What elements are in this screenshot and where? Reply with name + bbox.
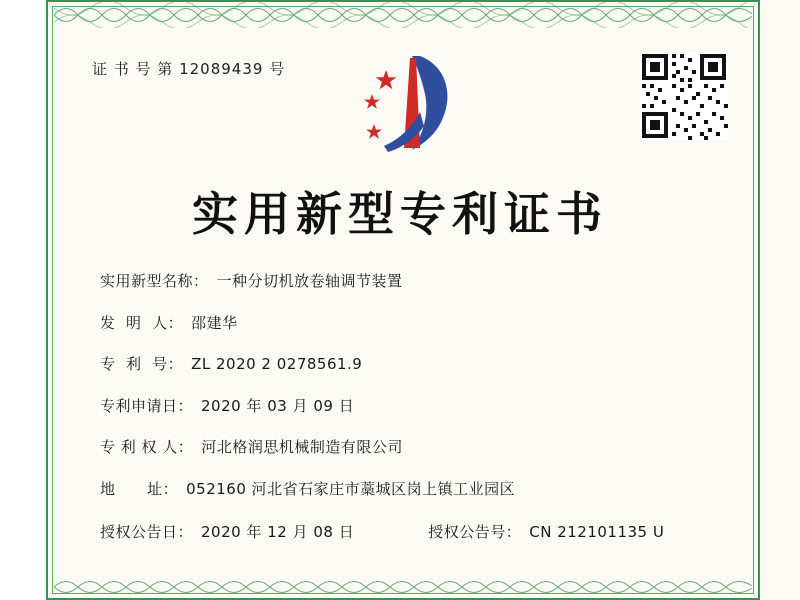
field-row-application-date xyxy=(100,397,710,417)
announcement-number-label: 授权公告号： xyxy=(428,523,522,541)
field-row-address xyxy=(100,480,710,500)
grant-date-label: 授权公告日： xyxy=(100,523,194,541)
field-value: 一种分切机放卷轴调节装置 xyxy=(216,272,403,290)
page-left-margin xyxy=(0,0,44,600)
field-row-grant-announcement xyxy=(100,521,710,542)
field-value: 河北格润思机械制造有限公司 xyxy=(201,438,403,456)
field-value: ZL 2020 2 0278561.9 xyxy=(191,355,363,373)
field-value: 邵建华 xyxy=(191,313,238,332)
field-label: 发 明 人： xyxy=(100,313,184,332)
field-label: 专 利 权 人： xyxy=(100,438,194,456)
field-label: 地 址： xyxy=(100,479,179,498)
field-row-patentee xyxy=(100,438,710,458)
decorative-pattern-top xyxy=(54,2,752,28)
grant-date-value: 2020 年 12 月 08 日 xyxy=(201,523,355,541)
certificate-fields xyxy=(100,272,710,542)
announcement-number-value: CN 212101135 U xyxy=(529,523,665,541)
field-row-patent-number xyxy=(100,355,710,375)
field-row-inventor xyxy=(100,314,710,334)
field-label: 实用新型名称： xyxy=(100,272,209,290)
field-value: 052160 河北省石家庄市藁城区岗上镇工业园区 xyxy=(186,479,516,498)
field-value: 2020 年 03 月 09 日 xyxy=(201,396,355,415)
field-label: 专 利 号： xyxy=(100,355,184,373)
field-label: 专利申请日： xyxy=(100,396,194,415)
field-row-utility-model-name xyxy=(100,272,710,292)
patent-office-logo xyxy=(350,48,470,158)
certificate-number: 证 书 号 第 12089439 号 xyxy=(92,60,286,78)
page-title: 实用新型专利证书 xyxy=(192,187,608,241)
qr-code xyxy=(640,52,728,140)
decorative-pattern-bottom xyxy=(54,576,752,598)
